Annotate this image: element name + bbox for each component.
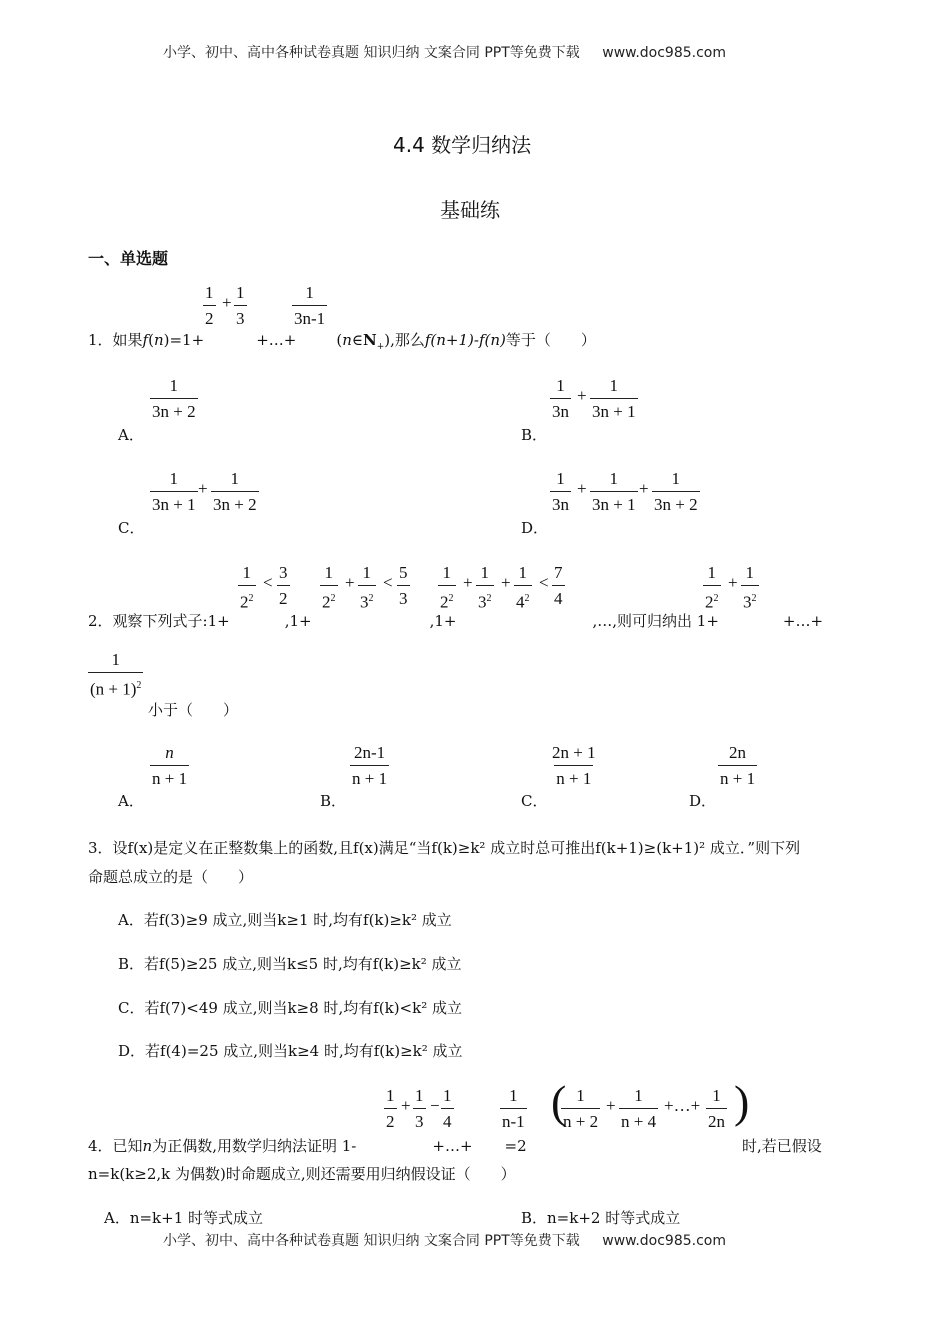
q1-option-b[interactable]: B．: [521, 426, 548, 444]
q4-frac-1-n-1: $\frac{1}{n-1}$: [502, 1086, 525, 1131]
q1-a-frac: $\frac{1}{3n + 2}$: [152, 376, 196, 421]
q3-option-d[interactable]: D．若f(4)=25 成立,则当k≥4 时,均有f(k)≥k² 成立: [118, 1042, 463, 1060]
q2-option-b[interactable]: B．: [320, 792, 347, 810]
q4-stem-cont: 时,若已假设: [742, 1137, 822, 1155]
q4-stem-line-2: n=k(k≥2,k 为偶数)时命题成立,则还需要用归纳假设证（ ）: [88, 1165, 516, 1183]
q2-e2-frac-a: $\frac{1}{2^2}$: [322, 563, 336, 612]
q2-stem-end: 小于（ ）: [148, 701, 239, 719]
q2-e1-lt: <: [263, 573, 273, 592]
q4-plus: +: [401, 1096, 411, 1115]
q3-option-a[interactable]: A．若f(3)≥9 成立,则当k≥1 时,均有f(k)≥k² 成立: [118, 911, 452, 929]
q4-frac-1-3: $\frac{1}{3}$: [415, 1086, 424, 1131]
q1-option-a[interactable]: A．: [118, 426, 144, 444]
q1-d-frac-3: $\frac{1}{3n + 2}$: [654, 469, 698, 514]
q1-stem: 1．如果f(n)=1+ +…+ $(n\in N_+)$,那么f(n+1)-f(n)等于（ ）: [88, 331, 596, 352]
q1-d-plus-1: +: [577, 479, 587, 498]
q1-c-frac-2: $\frac{1}{3n + 2}$: [213, 469, 257, 514]
q2-e3-lt: <: [539, 573, 549, 592]
q2-e3-plus-2: +: [501, 573, 511, 592]
q1-option-d[interactable]: D．: [521, 519, 549, 537]
page-footer: [163, 1230, 726, 1250]
q4-frac-1-2: $\frac{1}{2}$: [386, 1086, 395, 1131]
q4-r-plus: +: [606, 1096, 616, 1115]
q1-d-plus-2: +: [639, 479, 649, 498]
q3-option-c[interactable]: C．若f(7)<49 成立,则当k≥8 时,均有f(k)<k² 成立: [118, 999, 462, 1017]
q4-minus: −: [430, 1096, 440, 1115]
q1-c-frac-1: $\frac{1}{3n + 1}$: [152, 469, 196, 514]
q2-e2-frac-b: $\frac{1}{3^2}$: [360, 563, 374, 612]
q4-lparen: (: [551, 1076, 567, 1127]
q2-e3-frac-c: $\frac{1}{4^2}$: [516, 563, 530, 612]
q2-g-plus: +: [728, 573, 738, 592]
q2-option-a[interactable]: A．: [118, 792, 144, 810]
q4-frac-1-4: $\frac{1}{4}$: [443, 1086, 452, 1131]
q2-c-frac: $\frac{2n + 1}{n + 1}$: [552, 743, 596, 788]
q2-term-frac: $\frac{1}{(n + 1)^2}$: [90, 650, 142, 699]
q2-stem: 2．观察下列式子:1+ ,1+ ,1+ ,…,则可归纳出 1+ +…+: [88, 612, 824, 630]
q1-frac-1-3n-1: $\frac{1}{3n-1}$: [294, 283, 326, 328]
q2-e3-frac-d: $\frac{7}{4}$: [554, 563, 563, 608]
q1-b-frac-1: $\frac{1}{3n}$: [552, 376, 569, 421]
q1-c-plus: +: [198, 479, 208, 498]
section-heading: 一、单选题: [88, 249, 169, 268]
q1-plus: +: [222, 293, 232, 312]
q4-rparen: ): [734, 1076, 750, 1127]
q2-option-c[interactable]: C．: [521, 792, 548, 810]
q1-b-frac-2: $\frac{1}{3n + 1}$: [592, 376, 636, 421]
q2-e2-frac-c: $\frac{5}{3}$: [399, 563, 408, 608]
q2-b-frac: $\frac{2n-1}{n + 1}$: [352, 743, 388, 788]
q2-e2-plus: +: [345, 573, 355, 592]
q4-stem: 4．已知n为正偶数,用数学归纳法证明 1- +…+ =2: [88, 1137, 527, 1155]
q3-option-b[interactable]: B．若f(5)≥25 成立,则当k≤5 时,均有f(k)≥k² 成立: [118, 955, 462, 973]
header-text: 小学、初中、高中各种试卷真题 知识归纳 文案合同 PPT等免费下载: [163, 45, 580, 61]
q2-g-frac-a: $\frac{1}{2^2}$: [705, 563, 719, 612]
q2-e3-frac-b: $\frac{1}{3^2}$: [478, 563, 492, 612]
q1-d-frac-2: $\frac{1}{3n + 1}$: [592, 469, 636, 514]
q2-e3-frac-a: $\frac{1}{2^2}$: [440, 563, 454, 612]
page-subtitle: 基础练: [440, 198, 500, 222]
q2-g-frac-b: $\frac{1}{3^2}$: [743, 563, 757, 612]
q2-d-frac: $\frac{2n}{n + 1}$: [720, 743, 756, 788]
footer-url[interactable]: www.doc985.com: [602, 1233, 726, 1249]
header-url[interactable]: www.doc985.com: [602, 45, 726, 61]
q2-e2-lt: <: [383, 573, 393, 592]
footer-text: 小学、初中、高中各种试卷真题 知识归纳 文案合同 PPT等免费下载: [163, 1233, 580, 1249]
q4-frac-1-2n: $\frac{1}{2n}$: [708, 1086, 725, 1131]
q1-d-frac-1: $\frac{1}{3n}$: [552, 469, 569, 514]
q4-option-a[interactable]: A．n=k+1 时等式成立: [104, 1209, 264, 1227]
q1-frac-1-3: $\frac{1}{3}$: [236, 283, 245, 328]
q3-stem-line-2: 命题总成立的是（ ）: [88, 868, 254, 886]
q1-frac-1-2: $\frac{1}{2}$: [205, 283, 214, 328]
q4-r-ellipsis: +…+: [664, 1096, 701, 1115]
q2-e3-plus-1: +: [463, 573, 473, 592]
q2-e1-frac-a: $\frac{1}{2^2}$: [240, 563, 254, 612]
q4-frac-1-n2: $\frac{1}{n + 2}$: [563, 1086, 599, 1131]
q2-option-d[interactable]: D．: [689, 792, 717, 810]
q1-option-c[interactable]: C．: [118, 519, 145, 537]
page-header: [163, 42, 726, 62]
q2-a-frac: $\frac{n}{n + 1}$: [152, 743, 188, 788]
page-title: 4.4 数学归纳法: [393, 133, 532, 157]
q3-stem-line-1: 3．设f(x)是定义在正整数集上的函数,且f(x)满足“当f(k)≥k² 成立时总可推出f(k+1)≥(k+1)² 成立．”则下列: [88, 839, 801, 857]
q2-e1-frac-b: $\frac{3}{2}$: [279, 563, 288, 608]
q4-option-b[interactable]: B．n=k+2 时等式成立: [521, 1209, 681, 1227]
q4-frac-1-n4: $\frac{1}{n + 4}$: [621, 1086, 657, 1131]
q1-b-plus: +: [577, 386, 587, 405]
